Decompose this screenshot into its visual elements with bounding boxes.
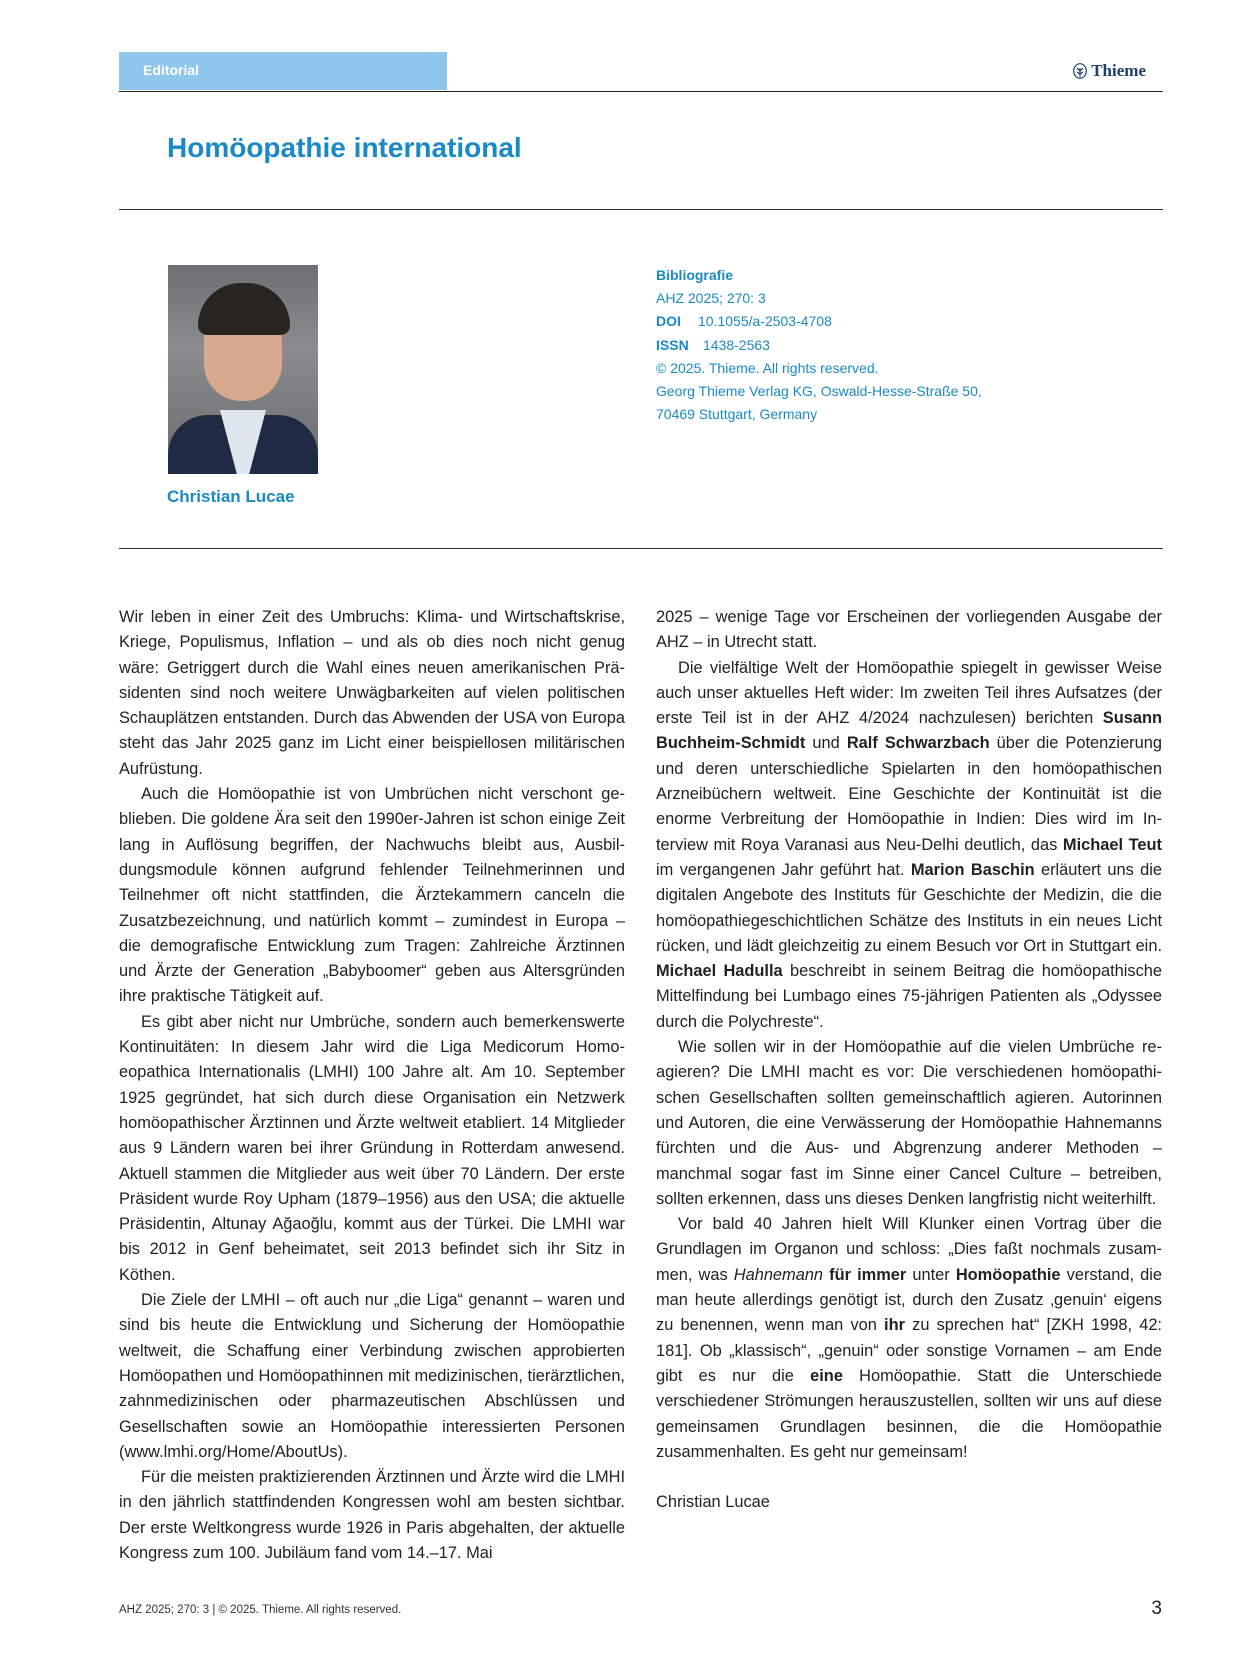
body-column-left	[119, 605, 625, 1566]
issn-value: 1438-2563	[703, 336, 770, 353]
bibliography-block	[656, 264, 982, 426]
text-run: im vergangenen Jahr geführt hat.	[656, 860, 911, 879]
body-column-right	[656, 605, 1162, 1515]
footer-citation: AHZ 2025; 270: 3 | © 2025. Thieme. All rights reserved.	[119, 1604, 402, 1616]
emphasis: für immer	[829, 1265, 907, 1284]
bibliography-issn	[656, 334, 982, 357]
author-name: Michael Hadulla	[656, 962, 783, 981]
header-divider	[119, 91, 1163, 92]
paragraph: Wir leben in einer Zeit des Umbruchs: Klima- und Wirtschaftskrise, Kriege, Populismus, Inflation – und als ob dies noch nicht genug wäre: Getriggert durch die Wahl eines neuen amerikanischen Präsidenten sind noch weitere Unwägbarkeiten auf vielen politischen Schauplätzen entstanden. Durch das Abwenden der USA von Europa steht das Jahr 2025 ganz im Licht einer beispiellosen militärischen Aufrüstung.	[119, 608, 625, 778]
bibliography-citation: AHZ 2025; 270: 3	[656, 290, 766, 307]
text-run: unter	[906, 1265, 956, 1284]
publisher-name: Thieme	[1091, 61, 1146, 80]
text-run: Vor bald 40 Jahren hielt Will Klunker einen Vortrag über die Grundlagen im Organon und schloss: „Dies faßt nochmals zusammen, was	[656, 1215, 1162, 1284]
paragraph: Wie sollen wir in der Homöopathie auf die vielen Umbrüche reagieren? Die LMHI macht es vor: Die verschiedenen homöopathischen Gesellschaften sollten gemeinschaftlich agieren. Autorinnen und Autoren, die eine Verwässerung der Homöopathie Hahnemanns fürchten und die Aus- und Abgrenzung anderer Methoden – manchmal sogar fast im Sinne einer Cancel Culture – betreiben, sollten erkennen, dass uns dieses Denken langfristig nicht weiterhilft.	[656, 1038, 1162, 1208]
author-photo	[168, 265, 318, 474]
text-run: zu sprechen hat“ [ZKH 1998, 42: 181]. Ob „klassisch“, „genuin“ oder sonstige Vornamen – am Ende gibt es nur die	[656, 1316, 1162, 1385]
issn-label: ISSN	[656, 336, 689, 353]
text-run: Homöopathie. Statt die Unterschiede verschiedener Strömungen herauszustellen, sollten wir uns auf diese gemeinsamen Grundlagen besinnen, die die Homöopathie zusammenhalten. Es geht nur gemeinsam!	[656, 1366, 1162, 1461]
author-name: Michael Teut	[1062, 835, 1163, 854]
publisher-address-line2: 70469 Stuttgart, Germany	[656, 406, 818, 423]
section-label-band	[119, 52, 447, 90]
paragraph: 2025 – wenige Tage vor Erscheinen der vorliegenden Ausgabe der AHZ – in Utrecht statt.	[656, 608, 1162, 652]
thieme-tree-logo-icon	[1073, 63, 1087, 79]
paragraph: Es gibt aber nicht nur Umbrüche, sondern auch bemerkenswerte Kontinuitäten: In diesem Jahr wird die Liga Medicorum Homoeopathica Internationalis (LMHI) 100 Jahre alt. Am 10. September 1925 gegründet, hat sich durch diese Organisation ein Netzwerk homöopathischer Ärztinnen und Ärzte weltweit etabliert. 14 Mitglieder aus 9 Ländern waren bei ihrer Gründung in Rotterdam anwesend. Aktuell stammen die Mitglieder aus weit über 70 Ländern. Der erste Präsident wurde Roy Upham (1879–1956) aus den USA; die aktuelle Präsidentin, Altunay Ağaoğlu, kommt aus der Türkei. Die LMHI war bis 2012 in Genf beheimatet, seit 2013 befindet sich ihr Sitz in Köthen.	[119, 1012, 625, 1284]
text-run: verstand, die man heute allerdings genötigt ist, durch den Zusatz ‚genuin‘ eigens zu benennen, wenn man von	[656, 1265, 1163, 1335]
publisher-address-line1: Georg Thieme Verlag KG, Oswald-Hesse-Straße 50,	[656, 383, 982, 400]
bibliography-copyright: © 2025. Thieme. All rights reserved.	[656, 359, 879, 376]
signature: Christian Lucae	[656, 1493, 770, 1512]
title-divider	[119, 209, 1163, 210]
bibliography-heading: Bibliografie	[656, 267, 734, 283]
doi-link[interactable]: 10.1055/a-2503-4708	[698, 313, 832, 330]
paragraph: Auch die Homöopathie ist von Umbrüchen nicht verschont geblieben. Die goldene Ära seit den 1990er-Jahren ist schon einige Zeit lang in Auflösung begriffen, der Nachwuchs bleibt aus, Ausbildungsmodule können aufgrund fehlender Teilnehmerinnen und Teilnehmer oft nicht stattfinden, die Ärztekammern canceln die Zusatzbezeichnung, und natürlich kommt – zumindest in Europa – die demografische Entwicklung zum Tragen: Zahlreiche Ärztinnen und Ärzte der Generation „Babyboomer“ geben aus Altersgründen ihre praktische Tätigkeit auf.	[119, 785, 625, 1006]
bibliography-doi	[656, 310, 982, 333]
text-run: erläutert uns die digitalen Angebote des Instituts für Geschichte der Medizin, die die homöopathiegeschichtlichen Schätze des Instituts in ein neues Licht rücken, und lädt gleichzeitig zu einem Besuch vor Ort in Stuttgart ein.	[656, 860, 1163, 955]
article-title: Homöopathie international	[167, 132, 522, 163]
section-label: Editorial	[143, 62, 200, 78]
doi-label: DOI	[656, 313, 681, 330]
paragraph: Die Ziele der LMHI – oft auch nur „die Liga“ genannt – waren und sind bis heute die Entwicklung und Sicherung der Homöopathie weltweit, die Schaffung einer Verbindung zwischen approbierten Homöopathen und Homöopathinnen mit medizinischen, tierärztlichen, zahnmedizinischen oder pharmazeutischen Abschlüssen und Gesellschaften sowie an Homöopathie interessierten Personen (www.lmhi.org/Home/AboutUs).	[119, 1291, 625, 1461]
paragraph	[656, 656, 1162, 1035]
text-run: Die vielfältige Welt der Homöopathie spiegelt in gewisser Weise auch unser aktuelles Heft wider: Im zweiten Teil ihres Aufsatzes (der erste Teil ist in der AHZ 4/2024 nachzulesen) berichten	[656, 658, 1162, 728]
emphasis: ihr	[884, 1316, 905, 1335]
author-name: Ralf Schwarzbach	[846, 734, 990, 753]
photo-hair	[198, 283, 290, 335]
emphasis: Hahnemann	[733, 1265, 824, 1284]
author-caption: Christian Lucae	[167, 487, 295, 506]
text-run: über die Potenzierung und deren unterschiedliche Spielarten in den homöopathischen Arzneibüchern weltweit. Eine Geschichte der Kontinuität ist die enorme Verbreitung der Homöopathie in Indien: Dies wird im Interview mit Roya Varanasi aus Neu-Delhi deutlich, das	[656, 734, 1162, 854]
emphasis: Homöopathie	[955, 1265, 1061, 1284]
page-number: 3	[1151, 1598, 1162, 1619]
header-section-divider	[119, 548, 1163, 549]
emphasis: eine	[810, 1366, 843, 1385]
text-run: beschreibt in seinem Beitrag die homöopathische Mittelfindung bei Lumbago eines 75-jährigen Patienten als „Odyssee durch die Polychreste“.	[656, 962, 1162, 1031]
author-name: Susann Buchheim-Schmidt	[656, 709, 1162, 753]
paragraph	[656, 1212, 1162, 1465]
author-name: Marion Baschin	[910, 860, 1035, 879]
paragraph: Für die meisten praktizierenden Ärztinnen und Ärzte wird die LMHI in den jährlich stattfindenden Kongressen wohl am besten sichtbar. Der erste Weltkongress wurde 1926 in Paris abgehalten, der aktuelle Kongress zum 100. Jubiläum fand vom 14.–17. Mai	[119, 1468, 625, 1562]
publisher-logo	[1073, 61, 1146, 81]
text-run: und	[805, 734, 847, 753]
